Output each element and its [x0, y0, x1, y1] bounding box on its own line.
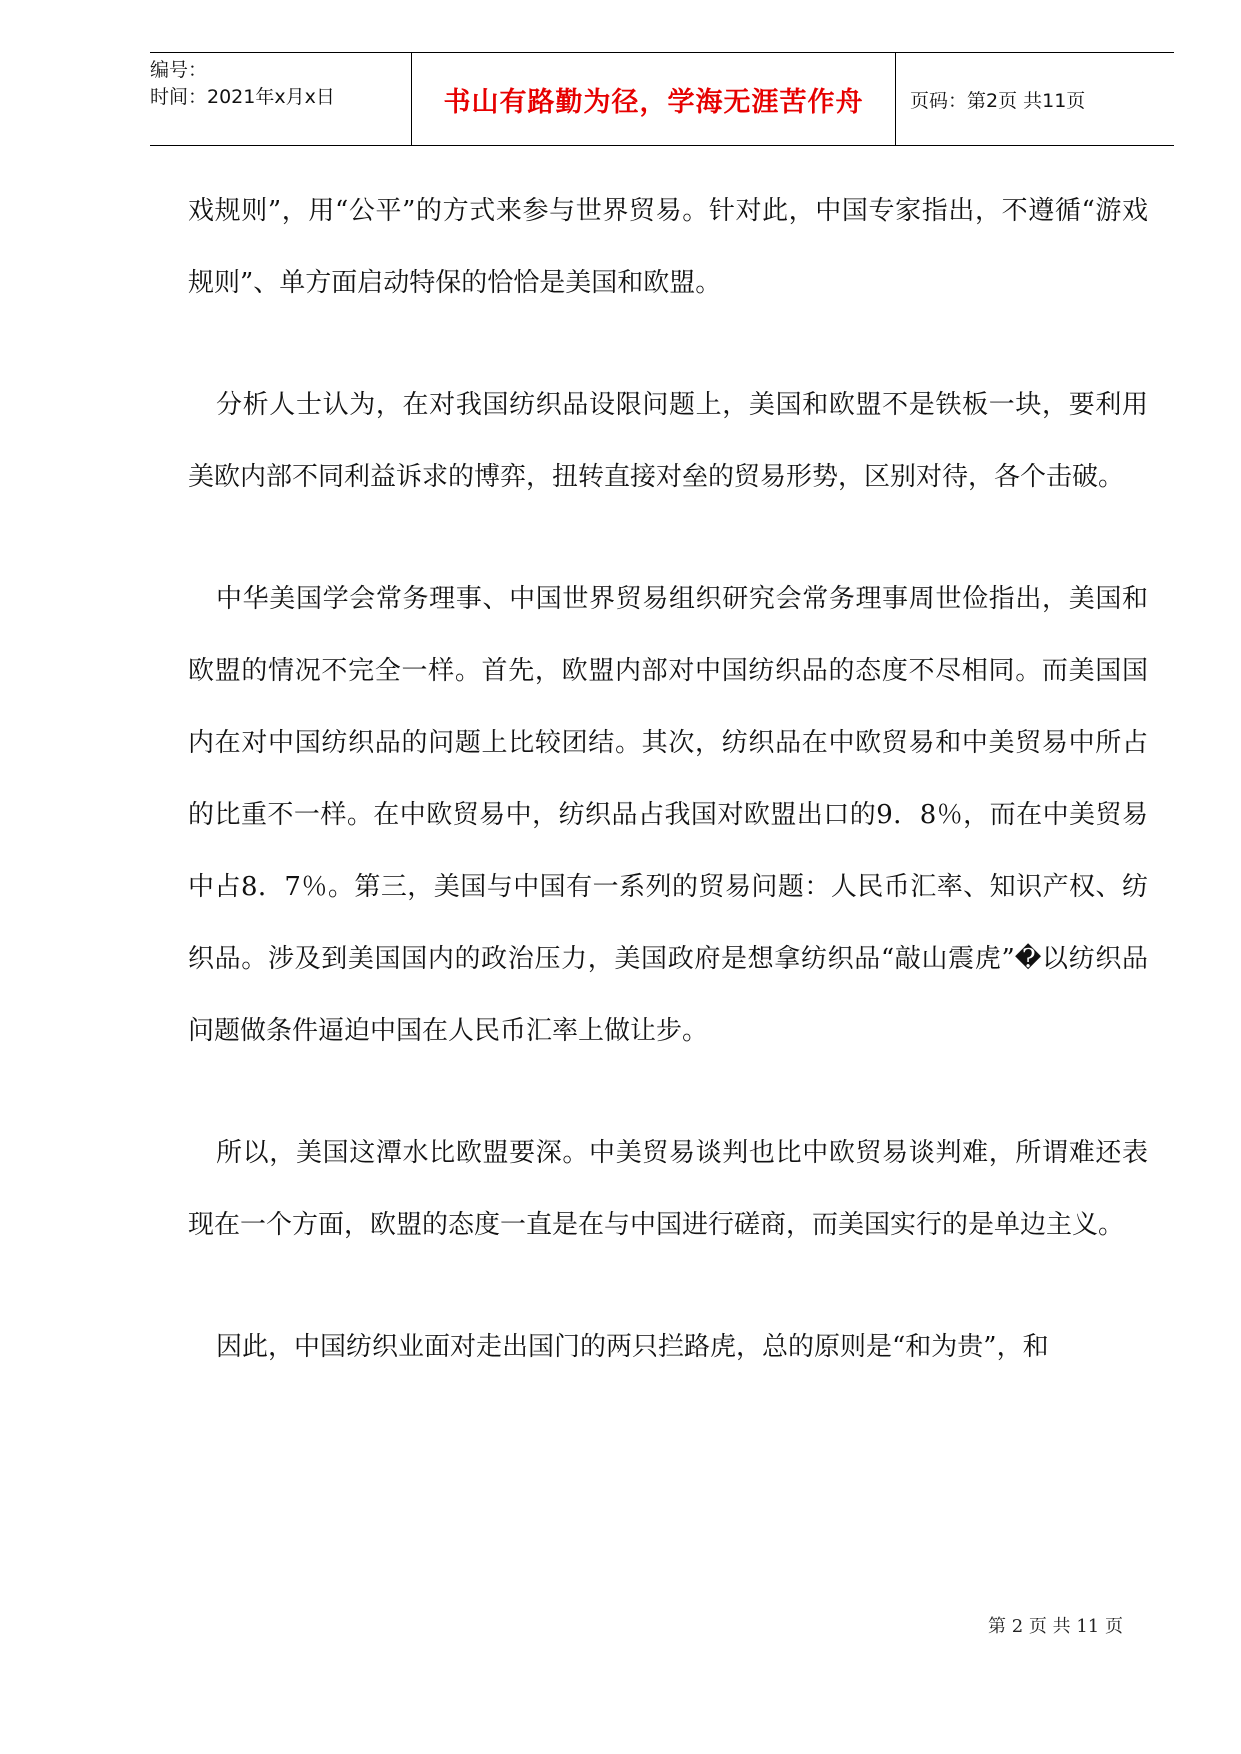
paragraph-5: 因此，中国纺织业面对走出国门的两只拦路虎，总的原则是“和为贵”，和: [216, 1332, 1049, 1362]
document-body: [188, 175, 1148, 1433]
document-time: 时间：2021年x月x日: [150, 86, 335, 108]
document-number-label: 编号：: [150, 59, 208, 81]
paragraph-4: 所以，美国这潭水比欧盟要深。中美贸易谈判也比中欧贸易谈判难，所谓难还表现在一个方面，欧盟的态度一直是在与中国进行磋商，而美国实行的是单边主义。: [188, 1138, 1148, 1240]
header-page-info: 页码：第2页 共11页: [910, 89, 1086, 112]
page-footer: 第 2 页 共 11 页: [988, 1616, 1123, 1637]
paragraph-1: 戏规则”，用“公平”的方式来参与世界贸易。针对此，中国专家指出，不遵循“游戏规则”、单方面启动特保的恰恰是美国和欧盟。: [188, 196, 1148, 298]
header-meta: [150, 53, 411, 145]
header-motto: 书山有路勤为径，学海无涯苦作舟: [411, 53, 896, 145]
paragraph-2: 分析人士认为，在对我国纺织品设限问题上，美国和欧盟不是铁板一块，要利用美欧内部不同利益诉求的博弈，扭转直接对垒的贸易形势，区别对待，各个击破。: [188, 390, 1148, 492]
paragraph-3: 中华美国学会常务理事、中国世界贸易组织研究会常务理事周世俭指出，美国和欧盟的情况不完全一样。首先，欧盟内部对中国纺织品的态度不尽相同。而美国国内在对中国纺织品的问题上比较团结。其次，纺织品在中欧贸易和中美贸易中所占的比重不一样。在中欧贸易中，纺织品占我国对欧盟出口的9．8％，而在中美贸易中占8．7％。第三，美国与中国有一系列的贸易问题：人民币汇率、知识产权、纺织品。涉及到美国国内的政治压力，美国政府是想拿纺织品“敲山震虎”�以纺织品问题做条件逼迫中国在人民币汇率上做让步。: [188, 584, 1148, 1046]
page-header: [150, 52, 1174, 146]
